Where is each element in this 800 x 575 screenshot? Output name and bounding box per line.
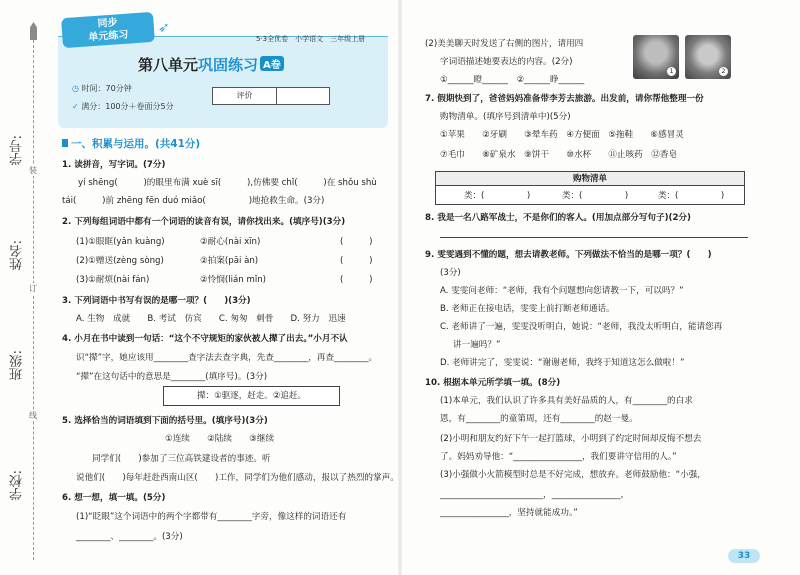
badge-line: 单元练习 (88, 29, 129, 44)
section-heading (62, 136, 200, 151)
question-7-line: 购物清单。(填序号到清单中)(5分) (440, 112, 571, 122)
section-title: 一、积累与运用。(共41分) (71, 138, 201, 150)
question-5-line: 同学们( )参加了三位高铁建设者的事迹。听 (92, 454, 271, 464)
question-1-line: yí shēng( )的眼里布满 xuè sī( ),仿佛要 chǐ( )在 shǒu shù (78, 178, 377, 188)
question-6-line: ________、________。(3分) (76, 532, 183, 542)
clock-icon: ◷ (72, 84, 82, 93)
book-brand: 5·3全优卷 小学语文 三年级上册 (256, 35, 366, 43)
shopping-category-field[interactable]: 类：( ) (562, 191, 629, 201)
question-9-option-d: D. 老师讲完了，雯雯说：“谢谢老师，我终于知道这怎么做啦！” (440, 358, 685, 368)
definition-box: 撵：①驱逐，赶走。②追赶。 (163, 386, 340, 406)
page-gutter (398, 0, 402, 575)
question-10-line: 了。妈妈劝导他：“________________，我们要讲守信用的人。” (440, 452, 677, 462)
badge-line: 同步 (97, 17, 118, 30)
question-2-answer[interactable]: ( ) (340, 275, 373, 285)
page-number: 33 (728, 549, 760, 563)
question-6-2-line: (2)美美聊天时发送了右侧的图片，请用四 (425, 39, 584, 49)
question-2-option: ②怜悯(lián mǐn) (200, 275, 267, 285)
question-8-stem: 8. 我是一名八路军战士，不是你们的客人。(用加点部分写句子)(2分) (425, 213, 691, 223)
question-9-option-c: C. 老师讲了一遍，雯雯没听明白，她说：“老师，我没太听明白，能请您再 (440, 322, 723, 332)
student-id-label: 学号: (10, 135, 25, 166)
rocket-icon: ➶ (158, 20, 170, 36)
question-2-option: (1)①眼眶(yǎn kuàng) (76, 237, 165, 247)
question-2-answer[interactable]: ( ) (340, 237, 373, 247)
question-3-stem: 3. 下列词语中书写有误的是哪一项？( )(3分) (62, 296, 251, 306)
question-10-line: (3)小强做小火箭模型时总是不好完成，想放弃。老师鼓励他：“小强， (440, 470, 706, 480)
question-2-option: ②耐心(nài xīn) (200, 237, 261, 247)
title-highlight: 巩固练习 (198, 56, 259, 74)
class-label: 班级: (10, 350, 25, 381)
paper-tag: A卷 (260, 56, 284, 71)
answer-line[interactable] (440, 237, 748, 238)
binding-mark: 线 (29, 411, 37, 420)
question-9-option-c: 讲一遍吗？” (453, 340, 501, 350)
question-10-line: ________________________，________________， (440, 490, 630, 500)
time-limit (72, 83, 132, 94)
question-9-option-b: B. 老师正在接电话，雯雯上前打断老师通话。 (440, 304, 615, 314)
shopping-items: ⑦毛巾 ⑧矿泉水 ⑨饼干 ⑩水杯 ⑪止咳药 ⑫香皂 (440, 150, 678, 160)
evaluation-box (212, 87, 330, 105)
question-10-line: (2)小明和朋友约好下午一起打篮球，小明到了约定时间却反悔不想去 (440, 434, 702, 444)
question-2-answer[interactable]: ( ) (340, 256, 373, 266)
binding-margin (0, 0, 46, 575)
question-1-stem: 1. 读拼音，写字词。(7分) (62, 160, 166, 170)
question-5-options: ①连续 ②陆续 ③继续 (165, 434, 275, 444)
evaluation-label: 评价 (213, 88, 277, 104)
question-9-option-a: A. 雯雯问老师：“老师，我有个问题想向您请教一下，可以吗？” (440, 286, 684, 296)
koala-photo (633, 35, 679, 79)
question-2-option: (2)①赠送(zèng sòng) (76, 256, 164, 266)
question-10-line: (1)本单元，我们认识了许多具有美好品质的人，有________的白求 (440, 396, 693, 406)
question-6-line: (1)“眨眼”这个词语中的两个字都带有________字旁，像这样的词语还有 (76, 512, 347, 522)
question-2-stem: 2. 下列每组词语中都有一个词语的读音有误，请你找出来。(填序号)(3分) (62, 217, 346, 227)
question-5-stem: 5. 选择恰当的词语填到下面的括号里。(填序号)(3分) (62, 416, 268, 426)
question-4-line: 识“撵”字，她应该用________查字法去查字典，先查________，再查________。 (76, 353, 378, 363)
question-9-line: (3分) (440, 268, 461, 278)
shopping-list-title: 购物清单 (436, 172, 744, 186)
question-6-2-answer[interactable]: ①______瞪______ ②______睁______ (440, 75, 585, 85)
question-10-line: 恩，有________的童第周，还有________的赵一曼。 (440, 414, 638, 424)
shopping-category-field[interactable]: 类：( ) (464, 191, 531, 201)
question-6-stem: 6. 想一想，填一填。(5分) (62, 493, 166, 503)
photo-number-2-icon: 2 (719, 67, 728, 76)
section-marker-icon (62, 139, 68, 147)
school-label: 学校: (10, 470, 25, 501)
shopping-category-field[interactable]: 类：( ) (658, 191, 725, 201)
question-6-2-line: 字词语描述她要表达的内容。(2分) (440, 57, 573, 67)
time-text: 时间：70分钟 (81, 84, 132, 93)
shopping-list-box (435, 171, 745, 205)
shopping-items: ①苹果 ②牙刷 ③晕车药 ④方便面 ⑤拖鞋 ⑥感冒灵 (440, 130, 684, 140)
score-text: 满分：100分＋卷面分5分 (81, 102, 174, 111)
binding-mark: 订 (29, 284, 37, 293)
question-3-options: A. 生物 成就 B. 考试 仿宾 C. 匆匆 刺骨 D. 努力 迅速 (76, 314, 346, 324)
question-10-stem: 10. 根据本单元所学填一填。(8分) (425, 378, 561, 388)
name-label: 姓名: (10, 240, 25, 271)
question-4-line: “撵”在这句话中的意思是________(填序号)。(3分) (76, 372, 268, 382)
title-text: 第八单元 (138, 56, 199, 74)
binding-line (33, 40, 34, 560)
page-title (138, 54, 284, 75)
question-2-option: (3)①耐烦(nài fán) (76, 275, 150, 285)
question-9-stem: 9. 雯雯遇到不懂的题，想去请教老师。下列做法不恰当的是哪一项？( ) (425, 250, 712, 260)
binding-mark: 装 (29, 166, 37, 175)
question-7-stem: 7. 假期快到了，爸爸妈妈准备带李芳去旅游。出发前，请你帮他整理一份 (425, 94, 704, 104)
question-5-line: 说他们( )每年赶赴西南山区( )工作，同学们为他们感动，报以了热烈的掌声。 (76, 473, 399, 483)
question-1-line: tái( )前 zhēng fēn duó miǎo( )地抢救生命。(3分) (62, 196, 325, 206)
question-2-option: ②拍案(pāi àn) (200, 256, 259, 266)
question-4-stem: 4. 小月在书中读到一句话：“这个不守规矩的家伙被人撵了出去。”小月不认 (62, 334, 348, 344)
full-score (72, 101, 174, 112)
unit-badge (61, 12, 155, 48)
owl-photo (685, 35, 731, 79)
photo-number-1-icon: 1 (667, 67, 676, 76)
check-icon: ✓ (72, 102, 82, 111)
pencil-icon (30, 22, 37, 40)
question-10-line: ________________，坚持就能成功。” (440, 508, 578, 518)
